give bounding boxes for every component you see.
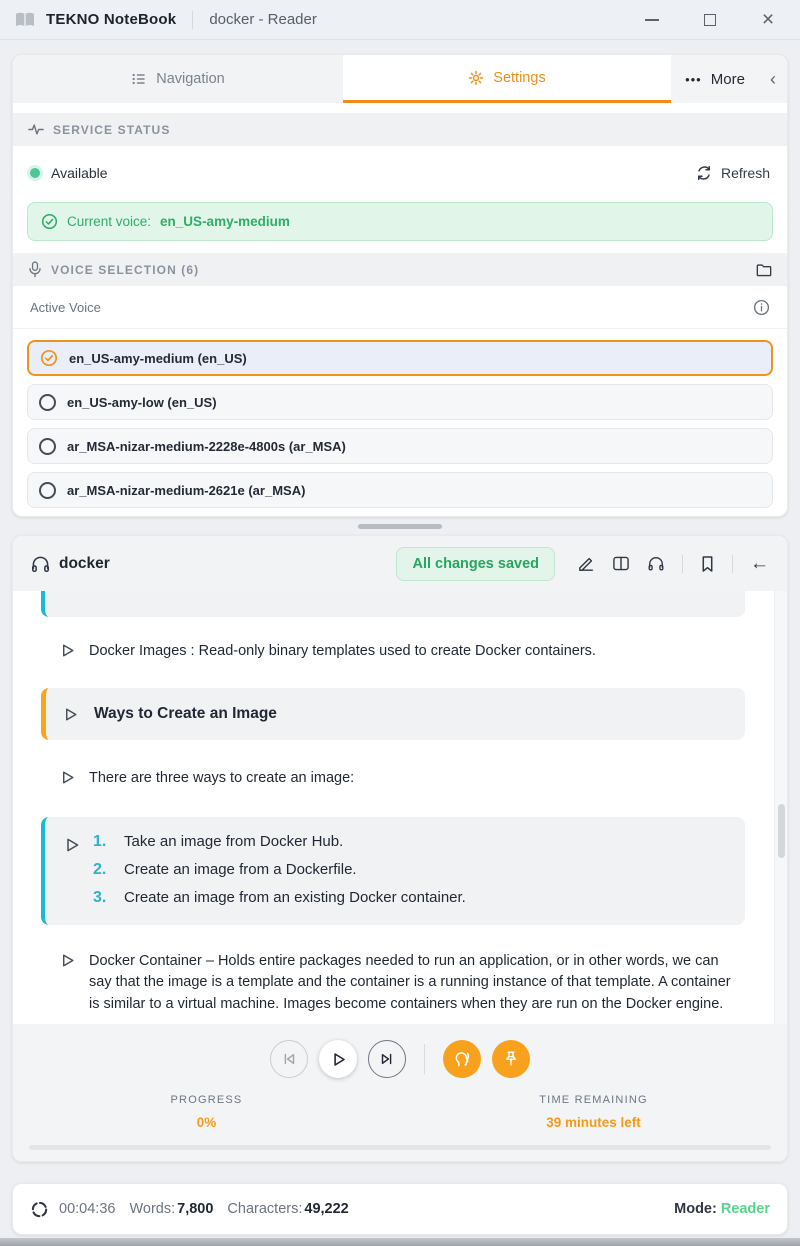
play-paragraph-icon[interactable] (59, 769, 76, 786)
window-controls (644, 7, 786, 31)
close-button[interactable]: × (761, 7, 775, 31)
voice-option[interactable] (27, 472, 773, 508)
titlebar-divider (192, 11, 193, 29)
refresh-icon (696, 165, 712, 181)
reader-toolbar (577, 552, 769, 574)
tab-settings-label: Settings (493, 69, 546, 86)
activity-pulse-icon (28, 122, 44, 137)
microphone-icon (28, 261, 42, 278)
tab-navigation[interactable] (13, 55, 343, 103)
elapsed-time: 00:04:36 (59, 1201, 116, 1217)
words-value: 7,800 (177, 1201, 214, 1217)
voice-option[interactable] (27, 384, 773, 420)
list-number: 3. (93, 888, 107, 906)
maximize-button[interactable] (702, 12, 718, 28)
tab-settings[interactable] (343, 55, 671, 103)
time-remaining-stat (400, 1094, 787, 1130)
list-icon (131, 71, 147, 87)
mode-value: Reader (720, 1201, 770, 1217)
refresh-label: Refresh (720, 165, 770, 181)
player-footer (13, 1024, 787, 1161)
play-button[interactable] (319, 1040, 357, 1078)
heading-text: Ways to Create an Image (94, 705, 277, 723)
list-item-text: Create an image from a Dockerfile. (124, 860, 357, 878)
available-status-text: Available (51, 165, 108, 181)
skip-back-button[interactable] (270, 1040, 308, 1078)
radio-icon (39, 438, 56, 455)
characters-value: 49,222 (304, 1201, 349, 1217)
time-remaining-value: 39 minutes left (546, 1115, 641, 1130)
minimize-button[interactable] (644, 12, 660, 28)
radio-icon (39, 482, 56, 499)
edit-pencil-icon[interactable] (577, 555, 595, 573)
service-status-header (13, 113, 787, 146)
service-status-title: SERVICE STATUS (53, 122, 171, 137)
current-voice-banner (27, 202, 773, 241)
list-number: 1. (93, 832, 107, 850)
chevron-left-icon: ‹ (770, 68, 776, 89)
clipped-highlight-block (41, 591, 745, 617)
ellipsis-icon: ••• (685, 71, 702, 87)
back-arrow-icon[interactable]: ← (750, 552, 769, 574)
titlebar (0, 0, 800, 40)
play-paragraph-icon[interactable] (59, 952, 76, 969)
gear-icon (468, 70, 484, 86)
list-item (93, 833, 466, 851)
paragraph-text: There are three ways to create an image: (89, 770, 355, 787)
voice-option-selected[interactable] (27, 340, 773, 376)
time-remaining-label: TIME REMAINING (539, 1094, 648, 1106)
scrollbar-track[interactable] (774, 591, 787, 1024)
folder-icon[interactable] (756, 263, 772, 277)
progress-stat (13, 1094, 400, 1130)
progress-label: PROGRESS (170, 1094, 243, 1106)
settings-panel (12, 54, 788, 517)
pin-button[interactable] (492, 1040, 530, 1078)
headphones-icon (31, 555, 50, 573)
voice-selection-title: VOICE SELECTION (6) (51, 262, 200, 277)
play-paragraph-icon[interactable] (63, 836, 81, 907)
window-title: docker - Reader (209, 11, 317, 28)
words-label: Words: (129, 1201, 176, 1217)
taskbar-edge (0, 1238, 800, 1246)
list-item (93, 861, 466, 879)
reader-doc-title: docker (59, 554, 110, 572)
active-voice-label: Active Voice (30, 300, 101, 315)
progress-value: 0% (196, 1115, 217, 1130)
paragraph-docker-container[interactable] (59, 951, 745, 1015)
info-icon[interactable] (753, 299, 770, 316)
save-status-badge[interactable]: All changes saved (396, 547, 555, 581)
list-item-text: Take an image from Docker Hub. (124, 832, 344, 850)
refresh-button[interactable] (696, 165, 770, 181)
progress-bar[interactable] (29, 1145, 771, 1150)
voice-list (13, 329, 787, 517)
list-number: 2. (93, 860, 107, 878)
radio-icon (39, 394, 56, 411)
ordered-list (93, 833, 466, 907)
paragraph-docker-images[interactable] (59, 641, 745, 662)
paragraph-text: Docker Images : Read-only binary templates used to create Docker containers. (89, 643, 596, 659)
toolbar-divider (732, 555, 733, 573)
voice-option-label: en_US-amy-low (en_US) (67, 394, 217, 410)
active-voice-row (13, 286, 787, 329)
reader-panel (12, 535, 788, 1162)
app-name: TEKNO NoteBook (46, 11, 177, 28)
heading-ways-to-create[interactable] (41, 688, 745, 740)
collapse-panel-button[interactable] (759, 55, 787, 103)
selected-check-icon (40, 349, 58, 367)
service-status-row (13, 146, 787, 200)
paragraph-text: Docker Container – Holds entire packages needed to run an application, or in other words, we can say that the image is a template and the container is a running instance of that template. A container is similar to a virtual machine. Images become containers when they are run on the Docker engine. (89, 952, 731, 1012)
more-button[interactable] (671, 55, 759, 103)
list-item (93, 889, 466, 907)
skip-forward-button[interactable] (368, 1040, 406, 1078)
toolbar-divider (682, 555, 683, 573)
paragraph-three-ways[interactable] (59, 768, 745, 789)
spinner-icon (30, 1200, 49, 1219)
ordered-list-block[interactable] (41, 817, 745, 925)
voice-option-label: ar_MSA-nizar-medium-2621e (ar_MSA) (67, 482, 306, 498)
open-book-icon[interactable] (612, 555, 630, 572)
reader-content (13, 591, 787, 1024)
tabbar (13, 55, 787, 103)
check-circle-icon (41, 213, 58, 230)
voice-speak-button[interactable] (443, 1040, 481, 1078)
tab-navigation-label: Navigation (156, 71, 225, 87)
player-controls (13, 1040, 787, 1078)
mode-label: Mode: (674, 1201, 717, 1217)
panel-splitter (0, 517, 800, 535)
characters-label: Characters: (227, 1201, 303, 1217)
voice-selection-header (13, 253, 787, 286)
drag-handle[interactable] (358, 524, 442, 529)
player-stats (13, 1094, 787, 1130)
voice-option-label: ar_MSA-nizar-medium-2228e-4800s (ar_MSA) (67, 438, 346, 454)
play-paragraph-icon[interactable] (59, 642, 76, 659)
listen-headphones-icon[interactable] (647, 555, 665, 572)
available-status-dot (30, 168, 40, 178)
current-voice-value: en_US-amy-medium (160, 214, 290, 229)
scrollbar-thumb[interactable] (778, 804, 785, 858)
play-paragraph-icon[interactable] (62, 706, 79, 723)
reader-header (13, 536, 787, 591)
bookmark-icon[interactable] (700, 555, 715, 573)
current-voice-label: Current voice: (67, 214, 152, 229)
voice-option-label: en_US-amy-medium (en_US) (69, 350, 247, 366)
more-label: More (710, 70, 745, 88)
voice-option[interactable] (27, 428, 773, 464)
status-bar (12, 1183, 788, 1235)
app-logo-icon (14, 11, 36, 29)
controls-divider (424, 1044, 425, 1074)
list-item-text: Create an image from an existing Docker container. (124, 888, 466, 906)
